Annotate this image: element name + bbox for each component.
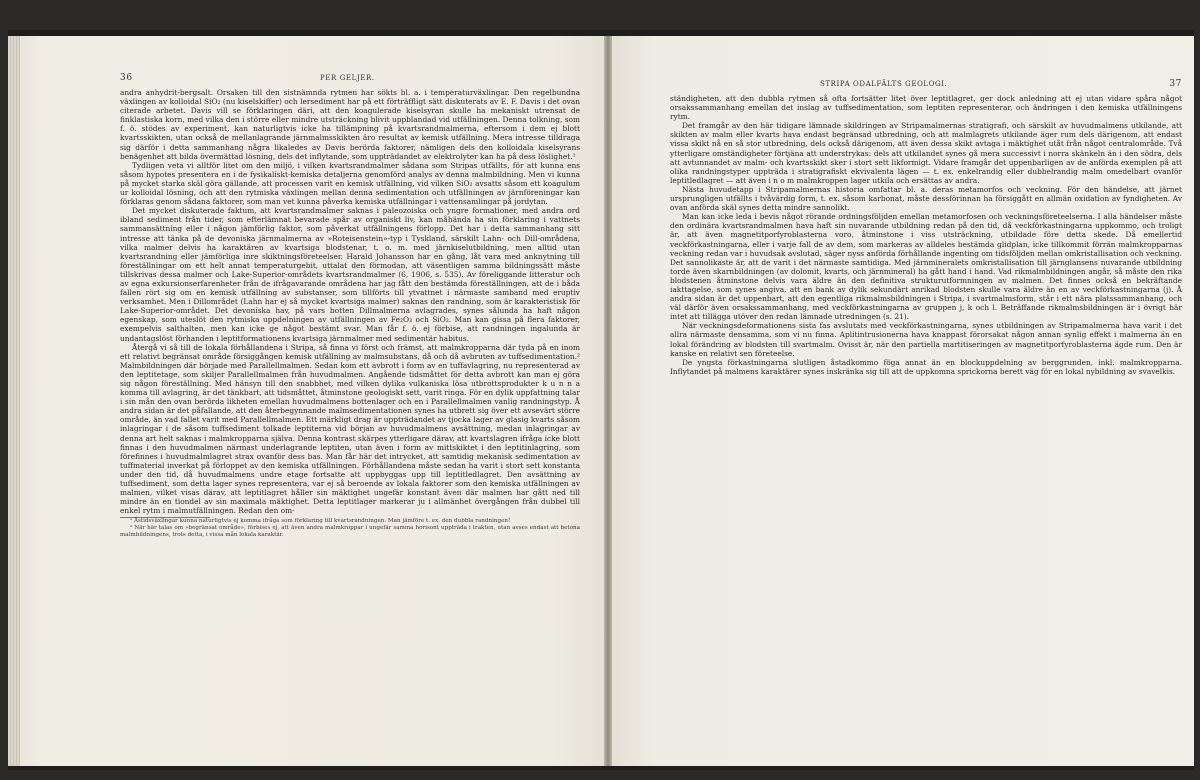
right-body-text	[670, 94, 1182, 376]
paragraph: När veckningsdeformationens sista fas avslutats med veckförkastningarna, synes utbildningen av Stripamalmerna hava varit i det allra närmaste densamma, som vi nu finna. Aplitintrusionerna hava knappast förorsakat någon annan synlig effekt i malmerna än en lokal förändring av blodsten till svartmalm. Ovisst är, när den partiella martitiseringen av magnetitporfyroblasterna ägde rum. Den är kanske en relativt sen företeelse.	[670, 321, 1182, 358]
paragraph: Man kan icke leda i bevis något rörande ordningsföljden emellan metamorfosen och veckningsföreteelserna. I alla händelser måste den ordinära kvartsrandmalmen hava haft sin nuvarande utbildning redan på den tid, då veckförkastningarna uppkommo, och troligt är, att även magnetitporfyroblasterna voro, åtminstone i viss utsträckning, utbildade före detta skede. Då emellertid veckförkastningarna, eller i varje fall de av dem, som markeras av alldeles bestämda glidplan, icke tillkommit förrän malmkropparnas veckning redan var i huvudsak avslutad, säger nyss anförda förhållande ingenting om tidsföljden mellan omkristallisation och veckning. Det sannolikaste är, att de varit i det närmaste samtidiga. Med järnmineralets omkristallisation till järnglansens nuvarande utbildning torde även skarnbildningen (av dolomit, kvarts, och järnmineral) ha gått hand i hand. Vad rikmalmbildningen angår, så måste den rika blodstenen åtminstone delvis vara äldre än den definitiva strukturutformningen av malmen. Det finnes också en bekräftande iakttagelse, som synes angiva, att en bank av dylik sekundärt anrikad blodsten skulle vara äldre än en av veckförkastningarna (j). Å andra sidan är det uppenbart, att den egentliga rikmalmsbildningen i Stripa, i svartmalmsform, står i ett nära platssammanhang, och väl därför även orsakssammanhang, med veckförkastningarna av gruppen j, k och l. Beträffande rikmalmsbildningen är i övrigt här intet att tillägga utöver den redan lämnade utredningen (s. 21).	[670, 212, 1182, 322]
paragraph: Det framgår av den här tidigare lämnade skildringen av Stripamalmernas stratigrafi, och särskilt av huvudmalmens utkilande, att skikten av malm eller kvarts hava endast begränsad utbredning, och att malmlagrets utkilande äger rum dels därigenom, att endast vissa skikt nå en så stor utbredning, dels också därigenom, att även dessa skikt avtaga i mäktighet utåt från något centralområde. Två ytterligare omständigheter förtjäna att understrykas: dels att utkilandet synes gå mera successivt i norra skänkeln än i den södra, dels att avtunnandet av malm- och kvartsskikt sker i stort sett likformigt. Vidare framgår det uppenbarligen av de anförda exemplen på att olika randningstyper uppträda i stratigrafiskt ekvivalenta lägen — t. ex. enkelrandig eller dubbelrandig malm omedelbart ovanför leptitledlagret — att även i n o m malmkroppen lager utkila och ersättas av andra.	[670, 121, 1182, 185]
right-running-head: STRIPA ODALFÄLTS GEOLOGI.	[820, 80, 948, 88]
book-spread	[8, 30, 1194, 770]
paragraph: andra anhydrit-bergsalt. Orsaken till den sistnämnda rytmen har sökts bl. a. i temperaturväxlingar. Den regelbundna växlingen av kolloidal SiO₂ (nu kiselskiffer) och lersediment har på ett förträffligt sätt diskuterats av E. F. Davis i det ovan citerade arbetet. Davis vill se förklaringen däri, att den koagulerade kiselsyran skulle ha mekaniskt utrensat de finklastiska korn, med vilka den i större eller mindre utsträckning blivit uppblandad vid utfällningen. Denna tolkning, som f. ö. stödes av experiment, kan naturligtvis icke ha tillämpning på kvartsrandmalmerna, eftersom i dem ej blott kvartsskikten, utan också de mellanlagrande järnmalmsskikten äro resultat av kemisk utfällning. Mera intresse tilldraga sig därför i detta sammanhang några likaledes av Davis berörda faktorer, nämligen dels den kolloidala kiselsyrans benägenhet att bilda övermättad lösning, dels det inflytande, som uppträdandet av elektrolyter kan ha på dess löslighet.¹	[120, 88, 580, 161]
paragraph: ständigheten, att den dubbla rytmen så ofta fortsätter litet över leptitlagret, ger dock anledning att ej utan vidare spåra något orsakssammanhang emellan det inslag av tuffsedimentation, som leptiten representerar, och ändringen i den kemiska utfällningens rytm.	[670, 94, 1182, 122]
left-page-number: 36	[120, 73, 133, 83]
page-stack-edge	[8, 36, 20, 766]
paragraph: Tydligen veta vi alltför litet om den miljö, i vilken kvartsrandmalmer sådana som Stripas utfällts, för att kunna ens såsom hypotes presentera en i de fysikaliskt-kemiska detaljerna genomförd analys av denna malmbildning. Men vi kunna på mycket starka skäl göra gällande, att processen varit en kemisk utfällning, vid vilken SiO₂ avsatts såsom ett koagulum ur kolloidal lösning, och att den rytmiska växlingen mellan denna sedimentation och utfällningen av järnföreningar kan förklaras genom sådana faktorer, som man vet kunna påverka kemiska utfällningar i vattensamlingar på jordytan.	[120, 160, 580, 207]
paragraph: Återgå vi så till de lokala förhållandena i Stripa, så finna vi först och främst, att malmkropparna där tyda på en inom ett relativt begränsat område försiggången kemisk utfällning av malmsubstans, då och då avbruten av tuffsedimentation.² Malmbildningen där började med Parallellmalmen. Sedan kom ett avbrott i form av en tuffavlagring, nu representerad av den leptitetage, som skiljer Parallellmalmen från huvudmalmen. Angående tidsmåttet för detta avbrott kan man ej göra sig någon föreställning. Med hänsyn till den snabbhet, med vilken dylika vulkaniska lösa utbrottsprodukter k u n n a komma till avlagring, är det tänkbart, att tidsmåttet, åtminstone geologiskt sett, varit ringa. För en dylik uppfattning talar i sin mån den ovan berörda likheten emellan huvudmalmens bottenlager och en i Parallellmalmen vanlig randningstyp. Å andra sidan är det påfallande, att den återbegynnande malmsedimentationen synes ha utbrett sig över ett avsevärt större område, än vad fallet varit med Parallellmalmen. Ett märkligt drag är uppträdandet av tjocka lager av glasig kvarts såsom inlagringar i de såsom tuffsediment tolkade leptiterna vid början av huvudmalmens avsättning, medan inlagringar av denna art helt saknas i malmkropparna själva. Denna kontrast skärpes ytterligare därav, att kvartslagren ifråga icke blott finnas i den huvudmalmen närmast underlagrande leptiten, utan även i form av mittskiktet i den leptitinlagring, som förefinnes i huvudmalmlagret strax ovanför dess bas. Man får här det intrycket, att samtidig mekanisk sedimentation av tuffmaterial inverkat på förloppet av den kemiska utfällningen. Förhållandena måste sedan ha varit i stort sett konstanta under den tid, då huvudmalmens undre etage fortsatte att uppbyggas upp till leptitledlagret. Den avsättning av tuffsediment, som detta lager synes representera, var ej så beroende av lokala faktorer som den kemiska utfällningen av malmen, vilket visas därav, att leptitlagret håller sin mäktighet ungefär konstant även där malmen har gått ned till mindre än en tiondel av sin maximala mäktighet. Detta leptitlager markerar ju i allmänhet övergången från dubbel till enkel rytm i malmutfällningen. Redan den om-	[120, 342, 580, 516]
left-page-header	[120, 74, 580, 88]
right-page-number: 37	[1169, 79, 1182, 89]
paragraph: De yngsta förkastningarna slutligen åstadkommo föga annat än en blockuppdelning av berggrunden, inkl. malmkropparna. Inflytandet på malmens karaktärer synes inskränka sig till att de uppkomna sprickorna berett väg för en lokal nybildning av svavelkis.	[670, 357, 1182, 376]
right-page	[608, 36, 1194, 766]
footnote-1: ¹ Åstidsväxlingar kunna naturligtvis ej komma ifråga som förklaring till kvartsrandningen. Man jämföre t. ex. den dubbla randningen!	[130, 518, 511, 525]
paragraph: Det mycket diskuterade faktum, att kvartsrandmalmer saknas i paleozoiska och yngre formationer, med andra ord ibland sediment från tider, som efterlämnat bevarade spår av organiskt liv, kan måhända ha sin förklaring i vattnets sammansättning eller i någon jämförlig faktor, som påverkat utfällningens förlopp. Det har i detta sammanhang sitt intresse att tänka på de devoniska järnmalmerna av »Roteisenstein»-typ i Tyskland, särskilt Lahn- och Dill-områdena, vilka malmer delvis ha karaktären av kvartsiga blodstenar, t. o. m. med järnkiselutbildning, men alltid utan kvartsrandning eller jämförliga inre skiktningsföreteelser. Harald Johansson har en gång, låt vara med anknytning till föreställningar om ett helt annat temperaturgebit, uttalat den förmodan, att väsentligen samma bildningssätt måste tillskrivas dessa malmer och Lake-Superior-områdets kvartsrandmalmer (6, 1906, s. 535). Av föreliggande litteratur och av egna exkursionserfarenheter från de ifrågavarande områdena har jag fått den bestämda föreställningen, att de i båda fallen rört sig om en kemisk utfällning av substanser, som tillförts till ytvattnet i närmaste samband med eruptiv verksamhet. Men i Dillområdet (Lahn har ej så mycket kvartsiga malmer) saknas den randning, som är karakteristisk för Lake-Superior-området. Det devoniska hav, på vars botten Dillmalmerna avlagrades, synes sålunda ha haft någon egenskap, som uteslöt den rytmiska uppdelningen av utfällningen av Fe₂O₃ och SiO₂. Man kan gissa på flera faktorer, exempelvis salthalten, men kan icke ge något bestämt svar. Man får f. ö. ej förbise, att randningen ingalunda är undantagslöst förhanden i leptitformationens kvartsiga järnmalmer med sedimentär habitus.	[120, 206, 580, 343]
right-page-header	[670, 80, 1182, 94]
paragraph: Nästa huvudetapp i Stripamalmernas historia omfattar bl. a. deras metamorfos och veckning. För den händelse, att järnet ursprungligen utfällts i tvåvärdig form, t. ex. såsom karbonat, måste dessförinnan ha försiggått en allmän oxidation av fyndigheten. Av ovan anförda skäl synes detta mindre sannolikt.	[670, 184, 1182, 213]
left-page	[8, 36, 608, 766]
book-gutter	[604, 36, 612, 766]
left-body-text	[120, 88, 580, 515]
left-running-head: PER GELJER.	[320, 74, 375, 82]
footnote-2: ² När här talas om »begränsat område», förbises ej, att även andra malmkroppar i ungefär samma horisont uppträda i trakten, utan avses endast att betona malmbildningens, trots detta, i vissa mån lokala karaktär.	[120, 525, 580, 538]
